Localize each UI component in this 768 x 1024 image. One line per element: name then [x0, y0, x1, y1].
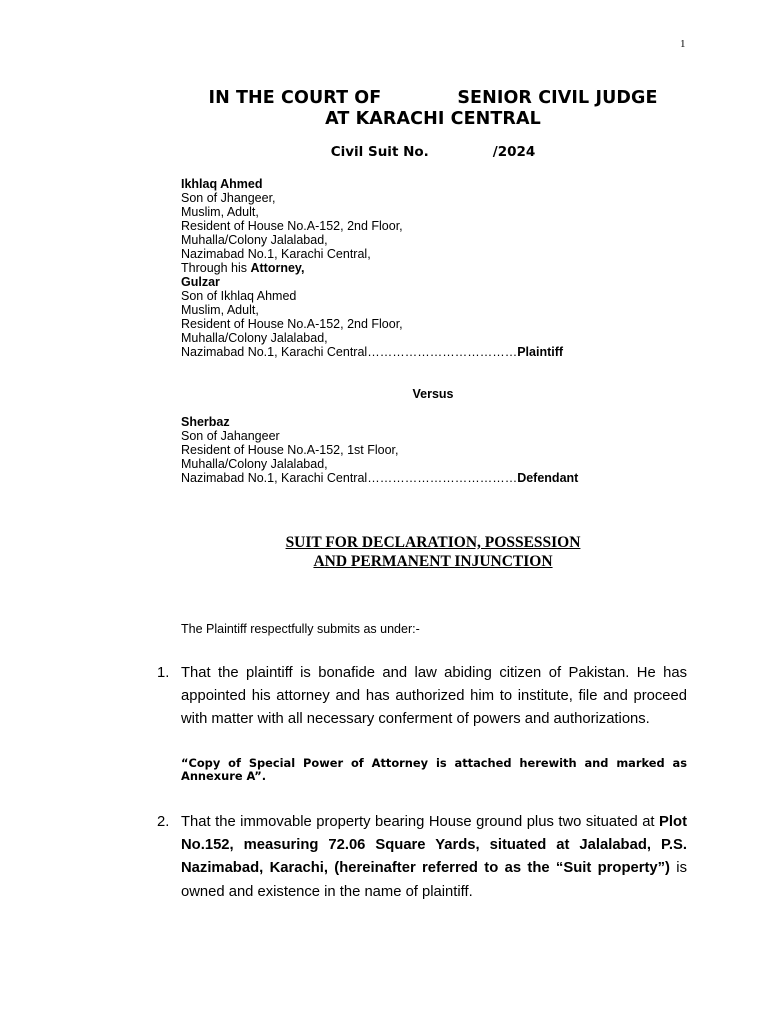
defendant-role: Defendant — [517, 471, 579, 485]
attorney-line: Muslim, Adult, — [181, 303, 259, 317]
paragraph-number: 2. — [157, 814, 170, 830]
paragraph-1 — [157, 662, 687, 732]
court-title-line2: AT KARACHI CENTRAL — [325, 109, 541, 129]
annexure-note: “Copy of Special Power of Attorney is attached herewith and marked as Annexure A”. — [181, 756, 687, 783]
paragraph-number: 1. — [157, 665, 170, 681]
defendant-line: Muhalla/Colony Jalalabad, — [181, 457, 328, 471]
plaintiff-line: Nazimabad No.1, Karachi Central, — [181, 247, 371, 261]
defendant-line: Resident of House No.A-152, 1st Floor, — [181, 443, 399, 457]
plaintiff-name: Ikhlaq Ahmed — [181, 177, 263, 191]
versus-label: Versus — [412, 387, 454, 401]
defendant-last-line — [181, 471, 578, 485]
suit-year: /2024 — [492, 144, 536, 160]
page-number: 1 — [680, 38, 686, 50]
attorney-name: Gulzar — [181, 275, 220, 289]
paragraph-text-end: is owned and existence in the name of plaintiff. — [181, 860, 687, 900]
plaintiff-address-end: Nazimabad No.1, Karachi Central……………………………… — [181, 345, 518, 359]
defendant-name: Sherbaz — [181, 415, 230, 429]
plaintiff-line: Resident of House No.A-152, 2nd Floor, — [181, 219, 403, 233]
defendant-line: Son of Jahangeer — [181, 429, 280, 443]
court-title-left: IN THE COURT OF — [208, 88, 382, 108]
paragraph-text: That the plaintiff is bonafide and law abiding citizen of Pakistan. He has appointed his attorney and has authorized him to institute, file and proceed with matter with all necessary conferment of powers and authorizations. — [181, 665, 687, 728]
paragraph-2 — [157, 811, 687, 904]
attorney-line: Resident of House No.A-152, 2nd Floor, — [181, 317, 403, 331]
plaintiff-line: Muhalla/Colony Jalalabad, — [181, 233, 328, 247]
civil-suit-number — [150, 144, 716, 160]
paragraph-text-start: That the immovable property bearing House ground plus two situated at — [181, 814, 660, 830]
plaintiff-role: Plaintiff — [517, 345, 564, 359]
through-text: Through his — [181, 261, 251, 275]
plaintiff-block — [181, 177, 563, 359]
attorney-line: Muhalla/Colony Jalalabad, — [181, 331, 328, 345]
through-line — [181, 261, 563, 275]
plaintiff-line: Muslim, Adult, — [181, 205, 259, 219]
through-attorney: Attorney, — [250, 261, 305, 275]
plaintiff-last-line — [181, 345, 563, 359]
suit-label: Civil Suit No. — [330, 144, 429, 160]
defendant-address-end: Nazimabad No.1, Karachi Central……………………………… — [181, 471, 518, 485]
paragraph-text — [181, 811, 687, 904]
plaintiff-line: Son of Jhangeer, — [181, 191, 276, 205]
court-title — [150, 88, 716, 130]
intro-text: The Plaintiff respectfully submits as under:- — [181, 622, 420, 636]
suit-title-line2: AND PERMANENT INJUNCTION — [313, 553, 553, 570]
court-title-right: SENIOR CIVIL JUDGE — [457, 88, 658, 108]
attorney-line: Son of Ikhlaq Ahmed — [181, 289, 297, 303]
suit-title — [150, 533, 716, 571]
suit-title-line1: SUIT FOR DECLARATION, POSSESSION — [285, 534, 581, 551]
defendant-block — [181, 415, 578, 485]
property-description: Plot No.152, measuring 72.06 Square Yards, situated at Jalalabad, P.S. Nazimabad, Karachi, (hereinafter referred to as the “Suit property”) — [181, 814, 687, 877]
